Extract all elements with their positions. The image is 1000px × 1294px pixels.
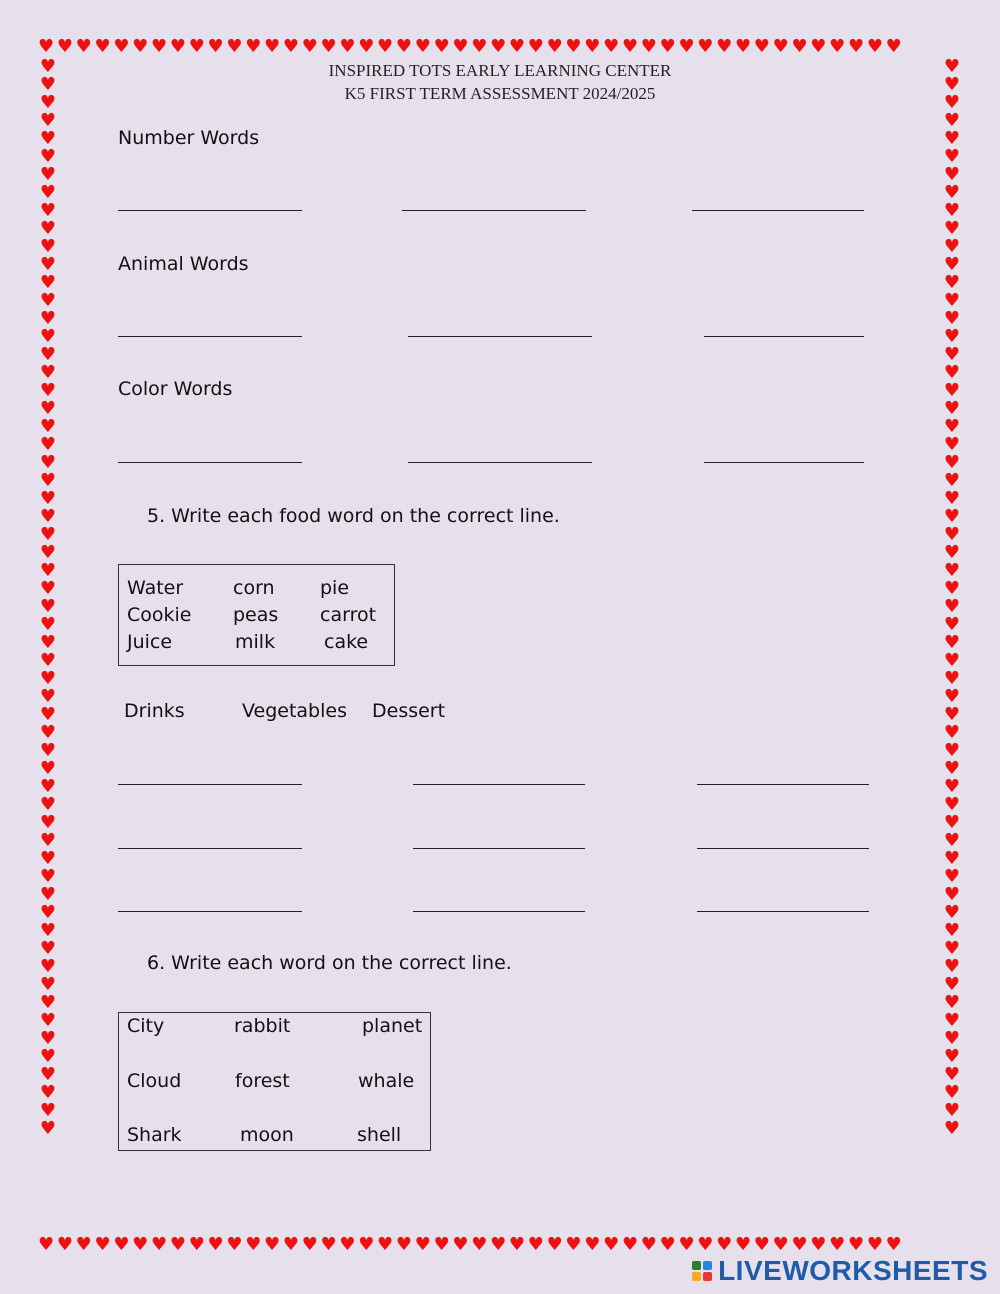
heart-border-right: ♥♥♥♥♥♥♥♥♥♥♥♥♥♥♥♥♥♥♥♥♥♥♥♥♥♥♥♥♥♥♥♥♥♥♥♥♥♥♥♥♥♥♥♥♥♥♥♥♥♥♥♥♥♥♥♥♥♥♥♥: [943, 58, 961, 1139]
word-bank-item: rabbit: [234, 1015, 291, 1037]
answer-line[interactable]: [118, 336, 302, 337]
answer-line[interactable]: [118, 210, 302, 211]
answer-line[interactable]: [118, 784, 302, 785]
word-bank-item: moon: [240, 1124, 294, 1146]
word-bank-item: Cloud: [127, 1070, 182, 1092]
word-bank-item: Cookie: [127, 604, 192, 626]
answer-line[interactable]: [402, 210, 586, 211]
answer-line[interactable]: [697, 784, 869, 785]
logo-tile: [703, 1272, 712, 1281]
q5-instruction: 5. Write each food word on the correct line.: [147, 505, 560, 527]
word-bank-item: pie: [320, 577, 350, 599]
logo-tile: [703, 1261, 712, 1270]
category-drinks: Drinks: [124, 700, 185, 722]
logo-tile: [692, 1272, 701, 1281]
word-bank-item: Juice: [127, 631, 173, 653]
answer-line[interactable]: [704, 336, 864, 337]
answer-line[interactable]: [118, 911, 302, 912]
logo-tile: [692, 1261, 701, 1270]
word-bank-item: whale: [358, 1070, 415, 1092]
answer-line[interactable]: [408, 336, 592, 337]
liveworksheets-logo-icon: [692, 1261, 712, 1281]
number-words-heading: Number Words: [118, 127, 260, 149]
heart-border-top: ♥♥♥♥♥♥♥♥♥♥♥♥♥♥♥♥♥♥♥♥♥♥♥♥♥♥♥♥♥♥♥♥♥♥♥♥♥♥♥♥♥♥♥♥♥♥: [38, 38, 905, 57]
word-bank-item: carrot: [320, 604, 377, 626]
word-bank-item: corn: [233, 577, 275, 599]
answer-line[interactable]: [118, 462, 302, 463]
category-dessert: Dessert: [372, 700, 446, 722]
answer-line[interactable]: [704, 462, 864, 463]
answer-line[interactable]: [692, 210, 864, 211]
word-bank-item: Shark: [127, 1124, 182, 1146]
heart-border-bottom: ♥♥♥♥♥♥♥♥♥♥♥♥♥♥♥♥♥♥♥♥♥♥♥♥♥♥♥♥♥♥♥♥♥♥♥♥♥♥♥♥♥♥♥♥♥♥: [38, 1236, 905, 1255]
word-bank-item: peas: [233, 604, 279, 626]
answer-line[interactable]: [413, 784, 585, 785]
word-bank-item: cake: [324, 631, 369, 653]
word-bank-item: City: [127, 1015, 165, 1037]
answer-line[interactable]: [697, 848, 869, 849]
brand-name: LIVEWORKSHEETS: [718, 1255, 988, 1286]
color-words-heading: Color Words: [118, 378, 233, 400]
answer-line[interactable]: [697, 911, 869, 912]
word-bank-item: milk: [235, 631, 276, 653]
heart-border-left: ♥♥♥♥♥♥♥♥♥♥♥♥♥♥♥♥♥♥♥♥♥♥♥♥♥♥♥♥♥♥♥♥♥♥♥♥♥♥♥♥♥♥♥♥♥♥♥♥♥♥♥♥♥♥♥♥♥♥♥♥: [39, 58, 57, 1139]
answer-line[interactable]: [408, 462, 592, 463]
q6-instruction: 6. Write each word on the correct line.: [147, 952, 512, 974]
assessment-title: K5 FIRST TERM ASSESSMENT 2024/2025: [344, 84, 656, 103]
word-bank-item: planet: [362, 1015, 423, 1037]
answer-line[interactable]: [413, 911, 585, 912]
answer-line[interactable]: [118, 848, 302, 849]
answer-line[interactable]: [413, 848, 585, 849]
animal-words-heading: Animal Words: [118, 253, 249, 275]
word-bank-item: Water: [127, 577, 184, 599]
category-vegetables: Vegetables: [242, 700, 347, 722]
word-bank-item: forest: [235, 1070, 290, 1092]
liveworksheets-brand[interactable]: [692, 1254, 988, 1288]
word-bank-item: shell: [357, 1124, 402, 1146]
school-title: INSPIRED TOTS EARLY LEARNING CENTER: [328, 61, 672, 80]
